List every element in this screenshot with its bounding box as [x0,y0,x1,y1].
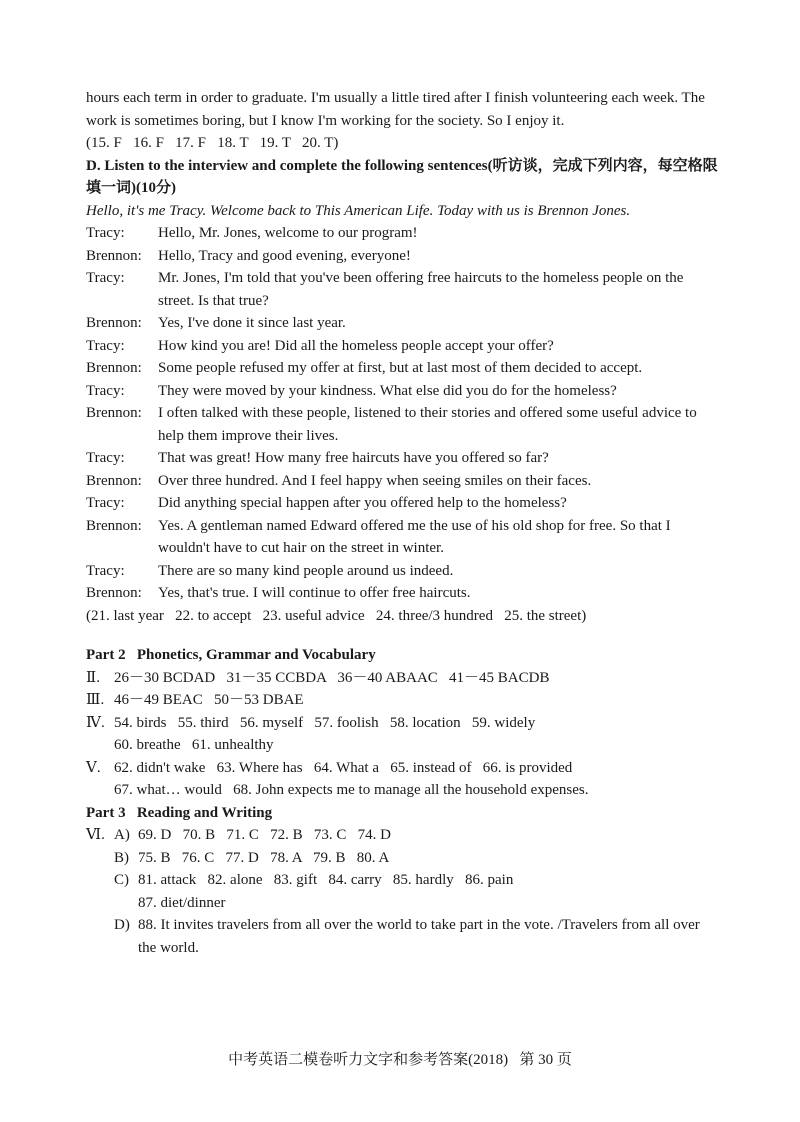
subsection [114,824,718,847]
dialogue-line [86,515,718,560]
speech-text: How kind you are! Did all the homeless people accept your offer? [158,337,554,354]
speaker-label: Brennon: [86,585,142,601]
subsection [114,847,718,870]
speech-text: Yes. A gentleman named Edward offered me the use of his old shop for free. So that I wouldn't have to cut hair on the street in winter. [158,517,671,556]
roman-numeral: Ⅳ. [86,714,105,731]
part2-item [86,712,718,757]
section-d-intro: Hello, it's me Tracy. Welcome back to This American Life. Today with us is Brennon Jones. [86,202,631,219]
roman-numeral: Ⅱ. [86,669,100,686]
answer-line: 81. attack 82. alone 83. gift 84. carry 85. hardly 86. pain [138,872,514,888]
roman-numeral: Ⅴ. [86,759,101,776]
answer-line: 87. diet/dinner [138,894,226,911]
answer-line: 88. It invites travelers from all over the world to take part in the vote. /Travelers from all over the world. [138,917,700,956]
dialogue-line [86,335,718,358]
speech-text: Hello, Mr. Jones, welcome to our program! [158,225,418,241]
speech-text: Hello, Tracy and good evening, everyone! [158,247,411,264]
dialogue-line [86,267,718,312]
answers-section-c: (15. F 16. F 17. F 18. T 19. T 20. T) [86,135,339,151]
dialogue-line [86,447,718,470]
answer-sheet-page [86,87,718,959]
speech-text: I often talked with these people, listened to their stories and offered some useful advice to help them improve their lives. [158,405,697,444]
speech-text: They were moved by your kindness. What else did you do for the homeless? [158,382,617,399]
speaker-label: Tracy: [86,382,125,399]
speaker-label: Tracy: [86,337,125,354]
subsection [114,869,718,914]
speaker-label: Brennon: [86,517,142,534]
part2-item [86,667,718,690]
roman-numeral: Ⅵ. [86,827,105,843]
dialogue-line [86,312,718,335]
speaker-label: Brennon: [86,247,142,264]
dialogue-line [86,560,718,583]
subsection-label: C) [114,872,129,888]
answer-line: 69. D 70. B 71. C 72. B 73. C 74. D [138,827,391,843]
dialogue [86,222,718,605]
part3-item [86,824,718,959]
speech-text: That was great! How many free haircuts have you offered so far? [158,450,549,466]
speaker-label: Tracy: [86,495,125,511]
subsection [114,914,718,959]
speech-text: Mr. Jones, I'm told that you've been offering free haircuts to the homeless people on the street. Is that true? [158,270,684,309]
dialogue-line [86,357,718,380]
subsection-label: B) [114,849,129,866]
part2-item [86,689,718,712]
dialogue-line [86,492,718,515]
subsection-label: A) [114,827,130,843]
dialogue-line [86,222,718,245]
subsection-label: D) [114,917,130,933]
speaker-label: Tracy: [86,562,125,579]
speaker-label: Brennon: [86,315,142,331]
part3-heading: Part 3 Reading and Writing [86,804,273,821]
dialogue-line [86,582,718,605]
answer-line: 54. birds 55. third 56. myself 57. foolish 58. location 59. widely [114,714,536,731]
section-d-heading: D. Listen to the interview and complete the following sentences(听访谈，完成下列内容，每空格限填一词)(10分) [86,157,718,196]
dialogue-line [86,245,718,268]
answer-line: 62. didn't wake 63. Where has 64. What a 65. instead of 66. is provided [114,759,573,776]
speaker-label: Tracy: [86,270,125,286]
intro-paragraph: hours each term in order to graduate. I'm usually a little tired after I finish volunteering each week. The work is sometimes boring, but I know I'm working for the society. So I enjoy it. [86,90,705,129]
speaker-label: Brennon: [86,360,142,376]
speech-text: Over three hundred. And I feel happy when seeing smiles on their faces. [158,472,592,489]
speech-text: Yes, I've done it since last year. [158,315,346,331]
speaker-label: Brennon: [86,472,142,489]
part2-item [86,757,718,802]
answer-line: 46－49 BEAC 50－53 DBAE [114,692,304,708]
speech-text: Did anything special happen after you offered help to the homeless? [158,495,567,511]
page-footer: 中考英语二模卷听力文字和参考答案(2018) 第 30 页 [228,1052,572,1068]
answer-line: 60. breathe 61. unhealthy [114,737,274,753]
answer-line: 75. B 76. C 77. D 78. A 79. B 80. A [138,849,390,866]
dialogue-line [86,470,718,493]
answers-section-d: (21. last year 22. to accept 23. useful advice 24. three/3 hundred 25. the street) [86,607,587,624]
speaker-label: Brennon: [86,405,142,421]
speaker-label: Tracy: [86,450,125,466]
speech-text: Yes, that's true. I will continue to offer free haircuts. [158,585,471,601]
dialogue-line [86,380,718,403]
roman-numeral: Ⅲ. [86,692,105,708]
answer-line: 67. what… would 68. John expects me to manage all the household expenses. [114,782,589,798]
speech-text: Some people refused my offer at first, but at last most of them decided to accept. [158,360,643,376]
speech-text: There are so many kind people around us indeed. [158,562,454,579]
dialogue-line [86,402,718,447]
answer-line: 26－30 BCDAD 31－35 CCBDA 36－40 ABAAC 41－45 BACDB [114,669,550,686]
part2-heading: Part 2 Phonetics, Grammar and Vocabulary [86,647,376,663]
speaker-label: Tracy: [86,225,125,241]
